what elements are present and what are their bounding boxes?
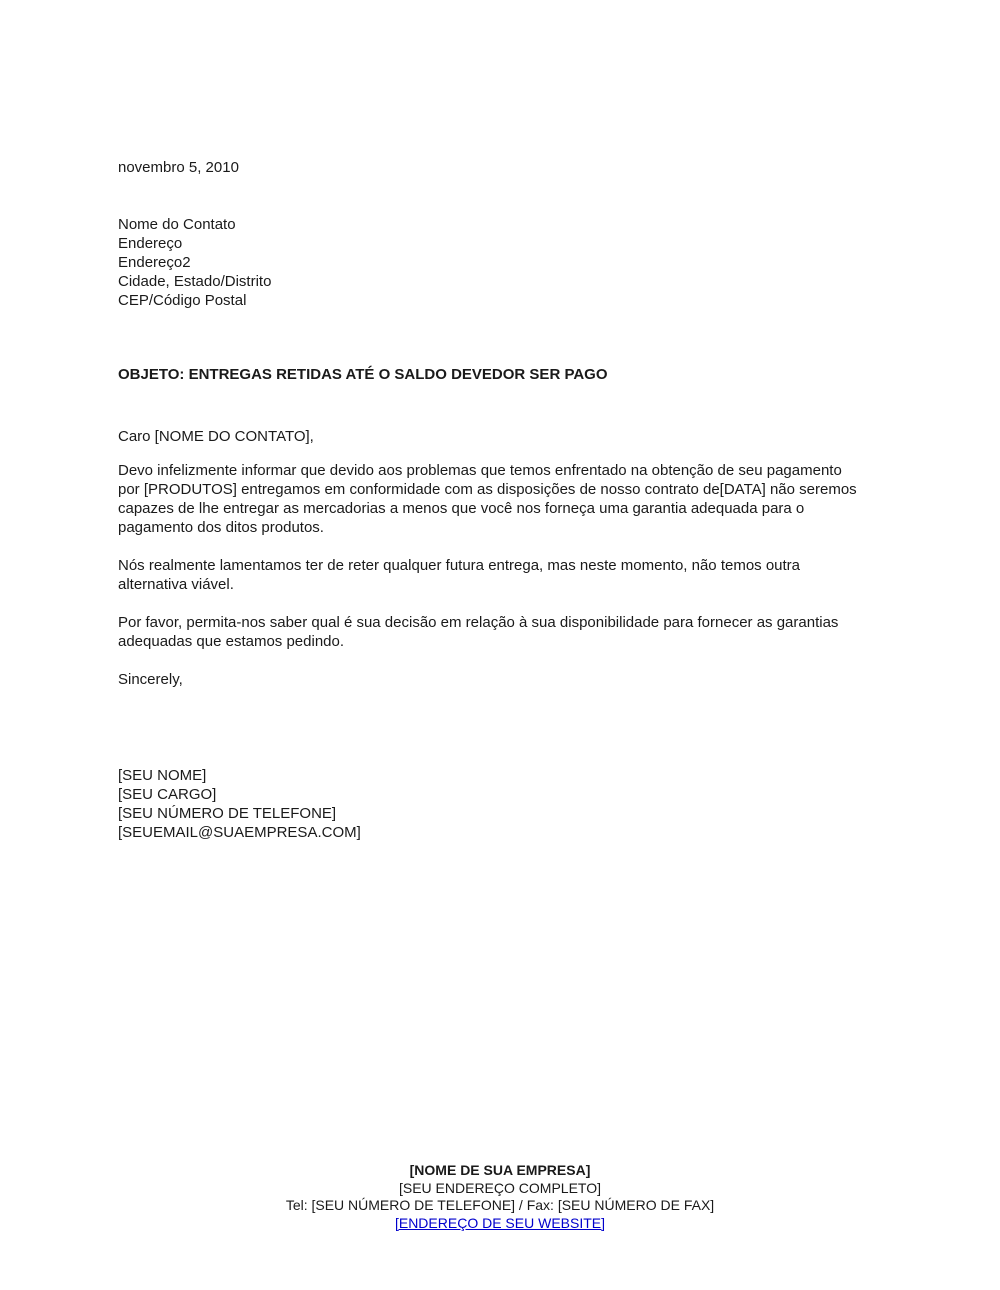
recipient-address-2: Endereço2 — [118, 254, 191, 271]
letter-date: novembro 5, 2010 — [118, 159, 239, 176]
footer-address: [SEU ENDEREÇO COMPLETO] — [398, 1179, 601, 1196]
subject-line: OBJETO: ENTREGAS RETIDAS ATÉ O SALDO DEVEDOR SER PAGO — [118, 366, 608, 383]
signature-name: [SEU NOME] — [118, 767, 207, 784]
footer-tel-fax: Tel: [SEU NÚMERO DE TELEFONE] / Fax: [SEU NÚMERO DE FAX] — [285, 1197, 715, 1213]
closing: Sincerely, — [118, 671, 183, 688]
recipient-postal-code: CEP/Código Postal — [118, 292, 247, 309]
footer-website-link[interactable]: [ENDEREÇO DE SEU WEBSITE] — [394, 1214, 606, 1231]
signature-phone: [SEU NÚMERO DE TELEFONE] — [118, 805, 337, 822]
footer-company-name: [NOME DE SUA EMPRESA] — [409, 1162, 591, 1178]
recipient-address-1: Endereço — [118, 235, 183, 252]
salutation: Caro [NOME DO CONTATO], — [118, 428, 314, 445]
signature-title: [SEU CARGO] — [118, 786, 217, 803]
signature-block — [118, 766, 860, 842]
recipient-city-state: Cidade, Estado/Distrito — [118, 273, 272, 290]
letter-footer — [0, 1162, 1000, 1232]
body-paragraph-2: Nós realmente lamentamos ter de reter qualquer futura entrega, mas neste momento, não temos outra alternativa viável. — [118, 557, 801, 593]
recipient-block — [118, 215, 860, 310]
body-paragraph-1: Devo infelizmente informar que devido aos problemas que temos enfrentado na obtenção de seu pagamento por [PRODUTOS] entregamos em conformidade com as disposições de nosso contrato de[DATA] não seremos capazes de lhe entregar as mercadorias a menos que você nos forneça uma garantia adequada para o pagamento dos ditos produtos. — [118, 462, 857, 536]
body-paragraph-3: Por favor, permita-nos saber qual é sua decisão em relação à sua disponibilidade para fornecer as garantias adequadas que estamos pedindo. — [118, 614, 839, 650]
recipient-contact-name: Nome do Contato — [118, 216, 236, 233]
signature-email: [SEUEMAIL@SUAEMPRESA.COM] — [118, 824, 361, 841]
